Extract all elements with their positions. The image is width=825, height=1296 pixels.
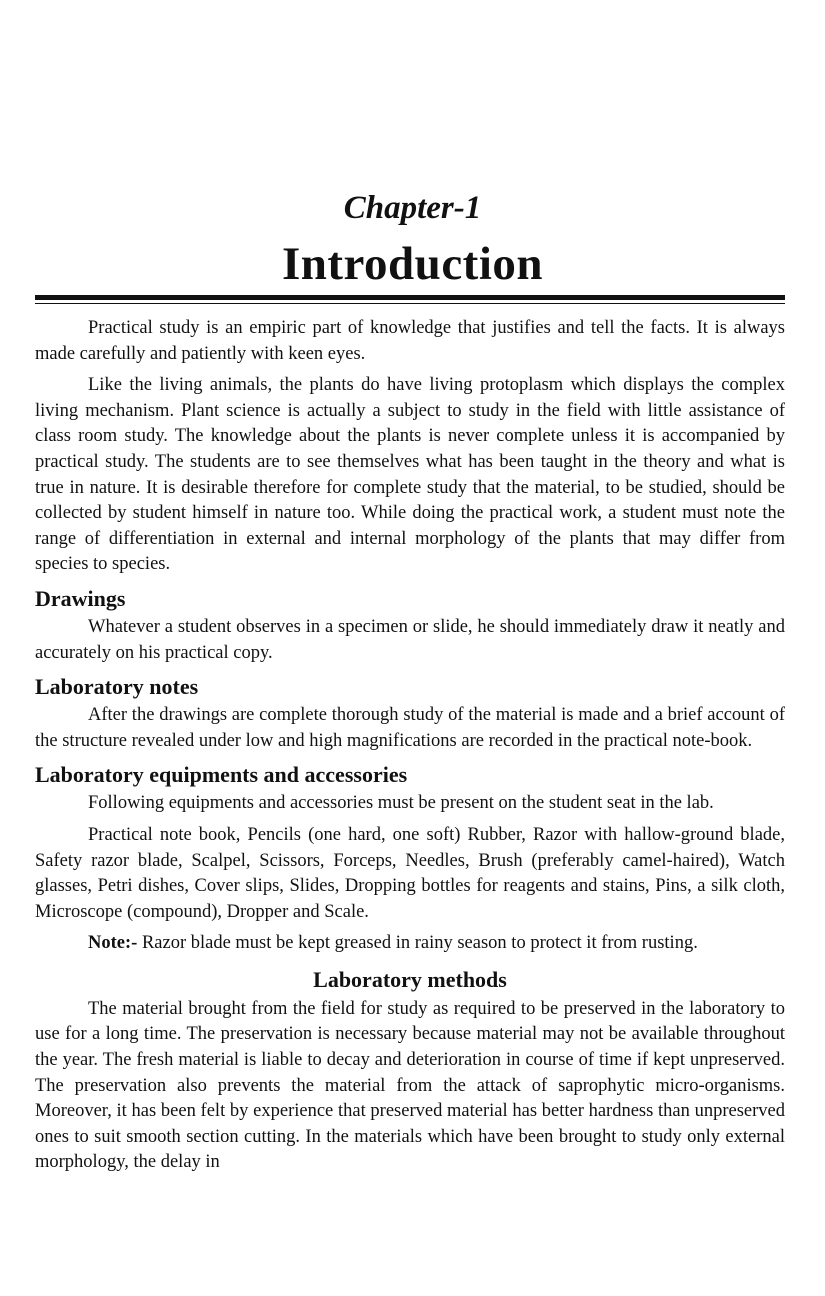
equipments-heading: Laboratory equipments and accessories xyxy=(35,762,408,788)
chapter-title: Introduction xyxy=(281,238,544,290)
methods-paragraph: The material brought from the field for study as required to be preserved in the laboratory to use for a long time. The preservation is necessary because material may not be available throughout the year. The fresh material is liable to decay and deterioration in course of time if kept unpreserved. The preservation also prevents the material from the attack of saprophytic micro-organisms. Moreover, it has been felt by experience that preserved material has better hardness than unpreserved ones to suit smooth section cutting. In the materials which have been brought to study only external morphology, the delay in xyxy=(35,998,785,1173)
equipments-paragraph-1: Following equipments and accessories must be present on the student seat in the lab. xyxy=(88,793,714,814)
title-rule-thick xyxy=(35,295,785,300)
drawings-heading: Drawings xyxy=(35,585,126,611)
drawings-paragraph: Whatever a student observes in a specimen or slide, he should immediately draw it neatly and accurately on his practical copy. xyxy=(35,616,785,663)
note-paragraph xyxy=(35,931,785,957)
page-content xyxy=(35,316,785,1176)
intro-paragraph-2: Like the living animals, the plants do have living protoplasm which displays the complex living mechanism. Plant science is actually a subject to study in the field with little assistance of class room study. The knowledge about the plants is never complete unless it is accompanied by practical study. The students are to see themselves what has been taught in the theory and what is true in nature. It is desirable therefore for complete study that the material, to be studied, should be collected by student himself in nature too. While doing the practical work, a student must note the range of differentiation in external and internal morphology of the plants that may differ from species to species. xyxy=(35,375,785,575)
lab-notes-paragraph: After the drawings are complete thorough study of the material is made and a brief account of the structure revealed under low and high magnifications are recorded in the practical note-book. xyxy=(35,705,785,751)
intro-paragraph-1: Practical study is an empiric part of knowledge that justifies and tell the facts. It is always made carefully and patiently with keen eyes. xyxy=(35,318,785,364)
note-text: Razor blade must be kept greased in rainy season to protect it from rusting. xyxy=(137,933,698,954)
note-label: Note:- xyxy=(88,933,138,954)
chapter-number: Chapter-1 xyxy=(343,190,482,226)
equipments-paragraph-2: Practical note book, Pencils (one hard, one soft) Rubber, Razor with hallow-ground blade, Safety razor blade, Scalpel, Scissors, Forceps, Needles, Brush (preferably camel-haired), Watch glasses, Petri dishes, Cover slips, Slides, Dropping bottles for reagents and stains, Pins, a silk cloth, Microscope (compound), Dropper and Scale. xyxy=(35,824,785,922)
methods-heading: Laboratory methods xyxy=(313,966,507,992)
title-rule-thin xyxy=(35,303,785,304)
lab-notes-heading: Laboratory notes xyxy=(35,674,199,700)
